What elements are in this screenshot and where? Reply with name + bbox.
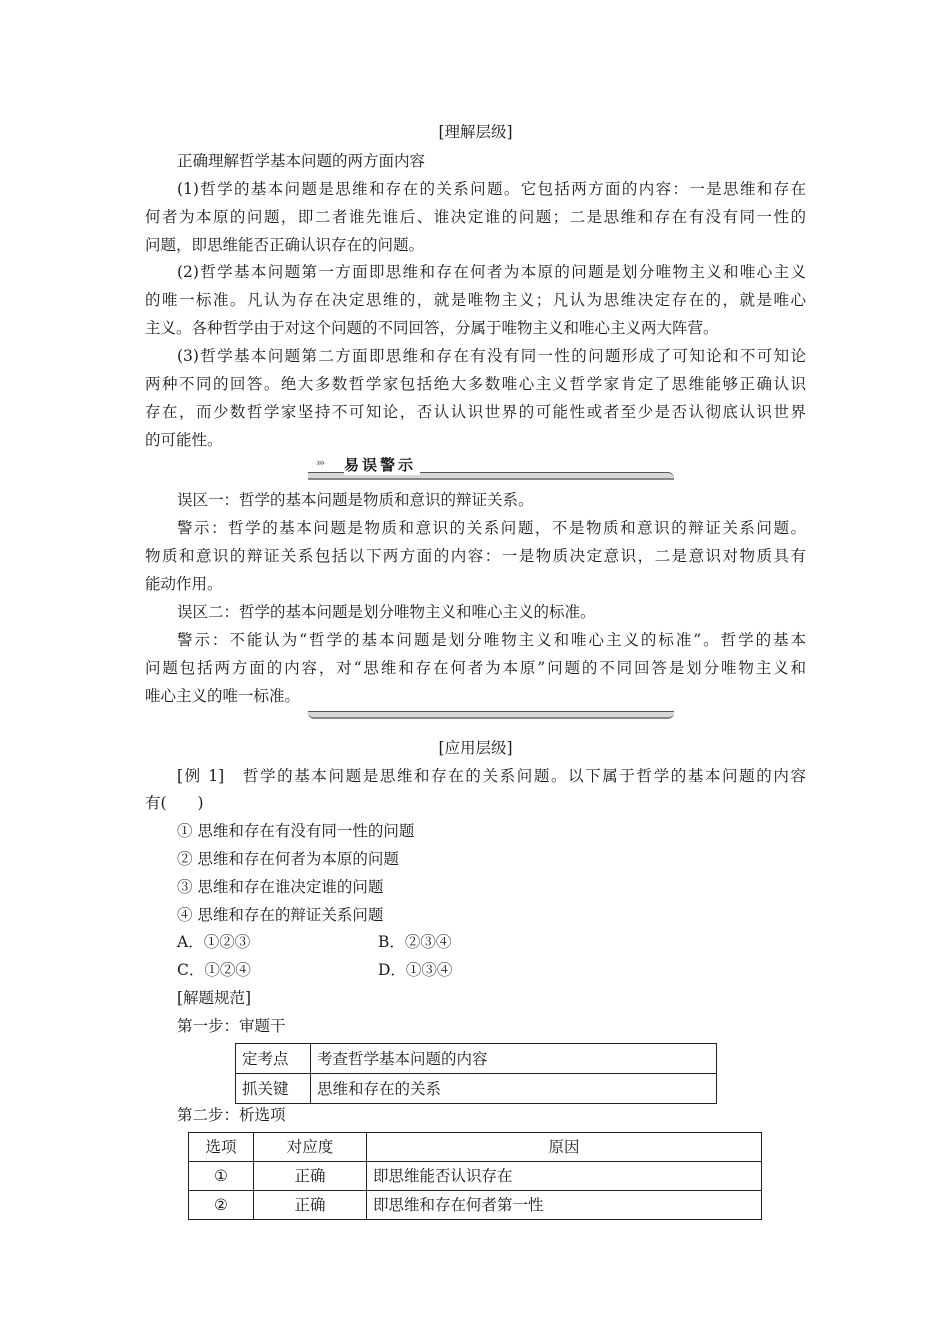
paragraph-1-line-3: 问题，即思维能否正确认识存在的问题。 xyxy=(145,236,425,254)
misconception-2-title: 误区二：哲学的基本问题是划分唯物主义和唯心主义的标准。 xyxy=(177,603,596,621)
paragraph-2-line-1: (2)哲学基本问题第一方面即思维和存在何者为本原的问题是划分唯物主义和唯心主义 xyxy=(177,263,806,281)
table-cell: 考查哲学基本问题的内容 xyxy=(311,1044,717,1074)
example-line-1: [例 1] 哲学的基本问题是思维和存在的关系问题。以下属于哲学的基本问题的内容 xyxy=(177,767,806,785)
section-heading-application: [应用层级] xyxy=(438,739,513,757)
paragraph-2-line-3: 主义。各种哲学由于对这个问题的不同回答，分属于唯物主义和唯心主义两大阵营。 xyxy=(145,319,719,337)
table-cell: 即思维能否认识存在 xyxy=(367,1162,762,1191)
table-cell: 抓关键 xyxy=(236,1074,311,1104)
chevron-right-icon: ››› xyxy=(316,456,324,469)
list-item-2: ② 思维和存在何者为本原的问题 xyxy=(177,850,399,868)
option-d: D．①③④ xyxy=(378,961,453,979)
paragraph-3-line-3: 存在，而少数哲学家坚持不可知论，否认认识世界的可能性或者至少是否认彻底认识世界 xyxy=(145,403,806,421)
table-header-cell: 对应度 xyxy=(254,1133,367,1162)
warning-end-bar xyxy=(308,711,674,719)
paragraph-1-line-1: (1)哲学的基本问题是思维和存在的关系问题。它包括两方面的内容：一是思维和存在 xyxy=(177,180,806,198)
warning-banner xyxy=(308,455,674,481)
paragraph-3-line-1: (3)哲学基本问题第二方面即思维和存在有没有同一性的问题形成了可知论和不可知论 xyxy=(177,347,806,365)
option-analysis-table xyxy=(188,1132,762,1220)
step-2-label: 第二步：析选项 xyxy=(177,1106,286,1124)
table-header-row xyxy=(189,1133,762,1162)
paragraph-2-line-2: 的唯一标准。凡认为存在决定思维的，就是唯物主义；凡认为思维决定存在的，就是唯心 xyxy=(145,291,806,309)
table-cell: ① xyxy=(189,1162,254,1191)
table-header-cell: 原因 xyxy=(367,1133,762,1162)
list-item-1: ① 思维和存在有没有同一性的问题 xyxy=(177,822,415,840)
misconception-2-line-3: 唯心主义的唯一标准。 xyxy=(145,687,301,705)
misconception-1-line-3: 能动作用。 xyxy=(145,575,223,593)
section-heading-understanding: [理解层级] xyxy=(438,123,513,141)
table-row xyxy=(189,1162,762,1191)
misconception-1-title: 误区一：哲学的基本问题是物质和意识的辩证关系。 xyxy=(177,491,534,509)
option-a: A．①②③ xyxy=(177,933,251,951)
table-header-cell: 选项 xyxy=(189,1133,254,1162)
table-cell: 思维和存在的关系 xyxy=(311,1074,717,1104)
misconception-2-line-2: 问题包括两方面的内容，对“思维和存在何者为本原”问题的不同回答是划分唯物主义和 xyxy=(145,659,806,677)
table-cell: 即思维和存在何者第一性 xyxy=(367,1191,762,1220)
option-c: C．①②④ xyxy=(177,961,251,979)
banner-title: 易误警示 xyxy=(344,454,420,475)
question-analysis-table xyxy=(235,1043,717,1104)
misconception-1-line-2: 物质和意识的辩证关系包括以下两方面的内容：一是物质决定意识，二是意识对物质具有 xyxy=(145,547,806,565)
paragraph-3-line-2: 两种不同的回答。绝大多数哲学家包括绝大多数唯心主义哲学家肯定了思维能够正确认识 xyxy=(145,375,806,393)
example-line-2: 有( ) xyxy=(145,794,204,812)
paragraph-1-line-2: 何者为本原的问题，即二者谁先谁后、谁决定谁的问题；二是思维和存在有没有同一性的 xyxy=(145,208,806,226)
table-row xyxy=(236,1044,717,1074)
solution-label: [解题规范] xyxy=(177,989,252,1007)
paragraph-3-line-4: 的可能性。 xyxy=(145,431,223,449)
option-b: B．②③④ xyxy=(378,933,452,951)
table-cell: ② xyxy=(189,1191,254,1220)
table-cell: 正确 xyxy=(254,1191,367,1220)
table-row xyxy=(236,1074,717,1104)
table-row xyxy=(189,1191,762,1220)
list-item-4: ④ 思维和存在的辩证关系问题 xyxy=(177,906,384,924)
misconception-2-line-1: 警示：不能认为“哲学的基本问题是划分唯物主义和唯心主义的标准”。哲学的基本 xyxy=(177,631,806,649)
step-1-label: 第一步：审题干 xyxy=(177,1017,286,1035)
table-cell: 正确 xyxy=(254,1162,367,1191)
table-cell: 定考点 xyxy=(236,1044,311,1074)
misconception-1-line-1: 警示：哲学的基本问题是物质和意识的关系问题，不是物质和意识的辩证关系问题。 xyxy=(177,519,806,537)
list-item-3: ③ 思维和存在谁决定谁的问题 xyxy=(177,878,384,896)
section-subtitle: 正确理解哲学基本问题的两方面内容 xyxy=(177,152,426,170)
